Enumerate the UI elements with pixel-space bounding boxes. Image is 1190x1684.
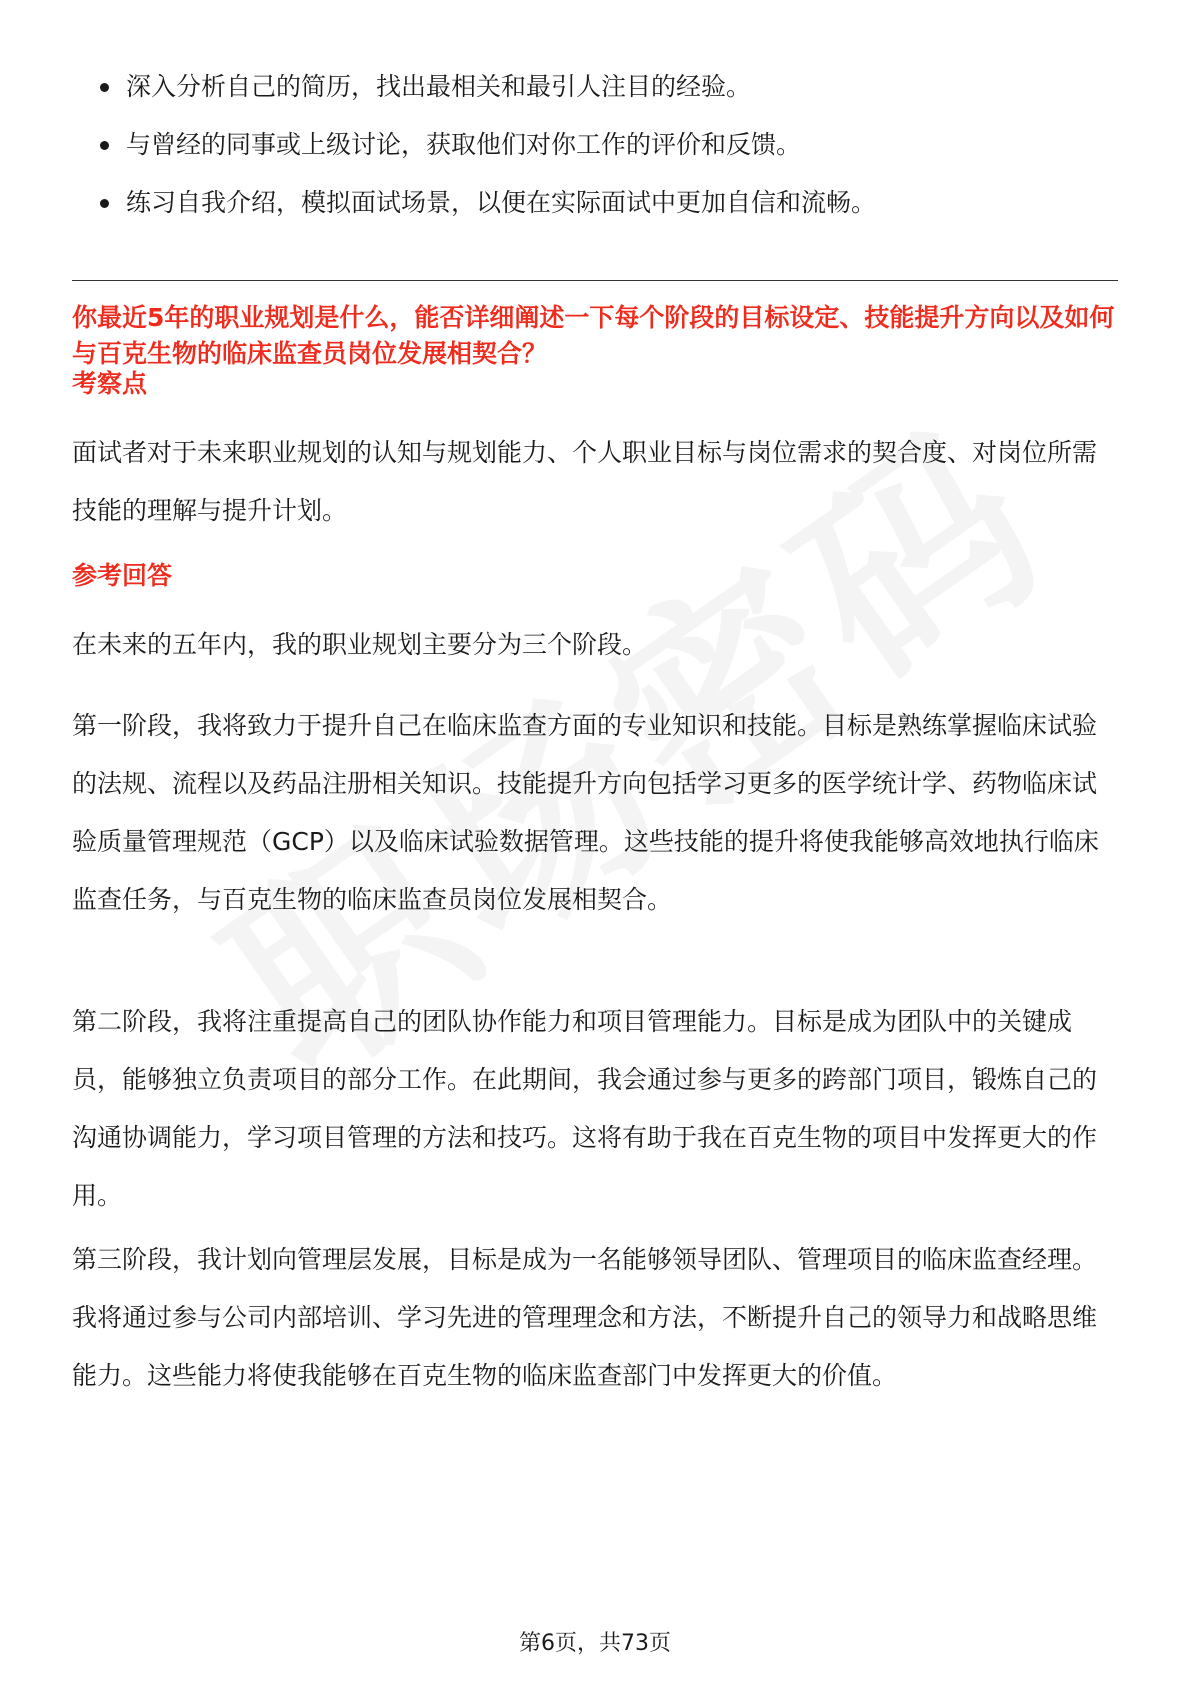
bullet-dot-icon [100,141,109,150]
bullet-text: 与曾经的同事或上级讨论，获取他们对你工作的评价和反馈。 [126,130,802,159]
answer-paragraph-2: 第一阶段，我将致力于提升自己在临床监查方面的专业知识和技能。目标是熟练掌握临床试验的法规、流程以及药品注册相关知识。技能提升方向包括学习更多的医学统计学、药物临床试验质量管理规范（GCP）以及临床试验数据管理。这些技能的提升将使我能够高效地执行临床监查任务，与百克生物的临床监查员岗位发展相契合。 [72,711,1099,914]
bullet-text: 练习自我介绍，模拟面试场景，以便在实际面试中更加自信和流畅。 [126,188,877,217]
focus-text: 面试者对于未来职业规划的认知与规划能力、个人职业目标与岗位需求的契合度、对岗位所需技能的理解与提升计划。 [72,438,1098,525]
answer-label: 参考回答 [72,561,173,590]
page-number-footer: 第6页，共73页 [519,1631,671,1656]
list-item [98,116,1108,174]
bullet-dot-icon [100,199,109,208]
answer-paragraph-4: 第三阶段，我计划向管理层发展，目标是成为一名能够领导团队、管理项目的临床监查经理。我将通过参与公司内部培训、学习先进的管理理念和方法，不断提升自己的领导力和战略思维能力。这些能力将使我能够在百克生物的临床监查部门中发挥更大的价值。 [72,1245,1098,1390]
bullet-text: 深入分析自己的简历，找出最相关和最引人注目的经验。 [126,72,752,101]
focus-label: 考察点 [72,369,148,398]
bullet-list [98,58,1108,232]
answer-paragraph-1: 在未来的五年内，我的职业规划主要分为三个阶段。 [72,630,648,659]
answer-paragraph-3: 第二阶段，我将注重提高自己的团队协作能力和项目管理能力。目标是成为团队中的关键成员，能够独立负责项目的部分工作。在此期间，我会通过参与更多的跨部门项目，锻炼自己的沟通协调能力，学习项目管理的方法和技巧。这将有助于我在百克生物的项目中发挥更大的作用。 [72,1007,1098,1210]
section-divider [72,280,1118,281]
list-item [98,174,1108,232]
question-heading: 你最近5年的职业规划是什么，能否详细阐述一下每个阶段的目标设定、技能提升方向以及如何与百克生物的临床监查员岗位发展相契合？ [72,303,1115,368]
list-item [98,58,1108,116]
bullet-dot-icon [100,83,109,92]
